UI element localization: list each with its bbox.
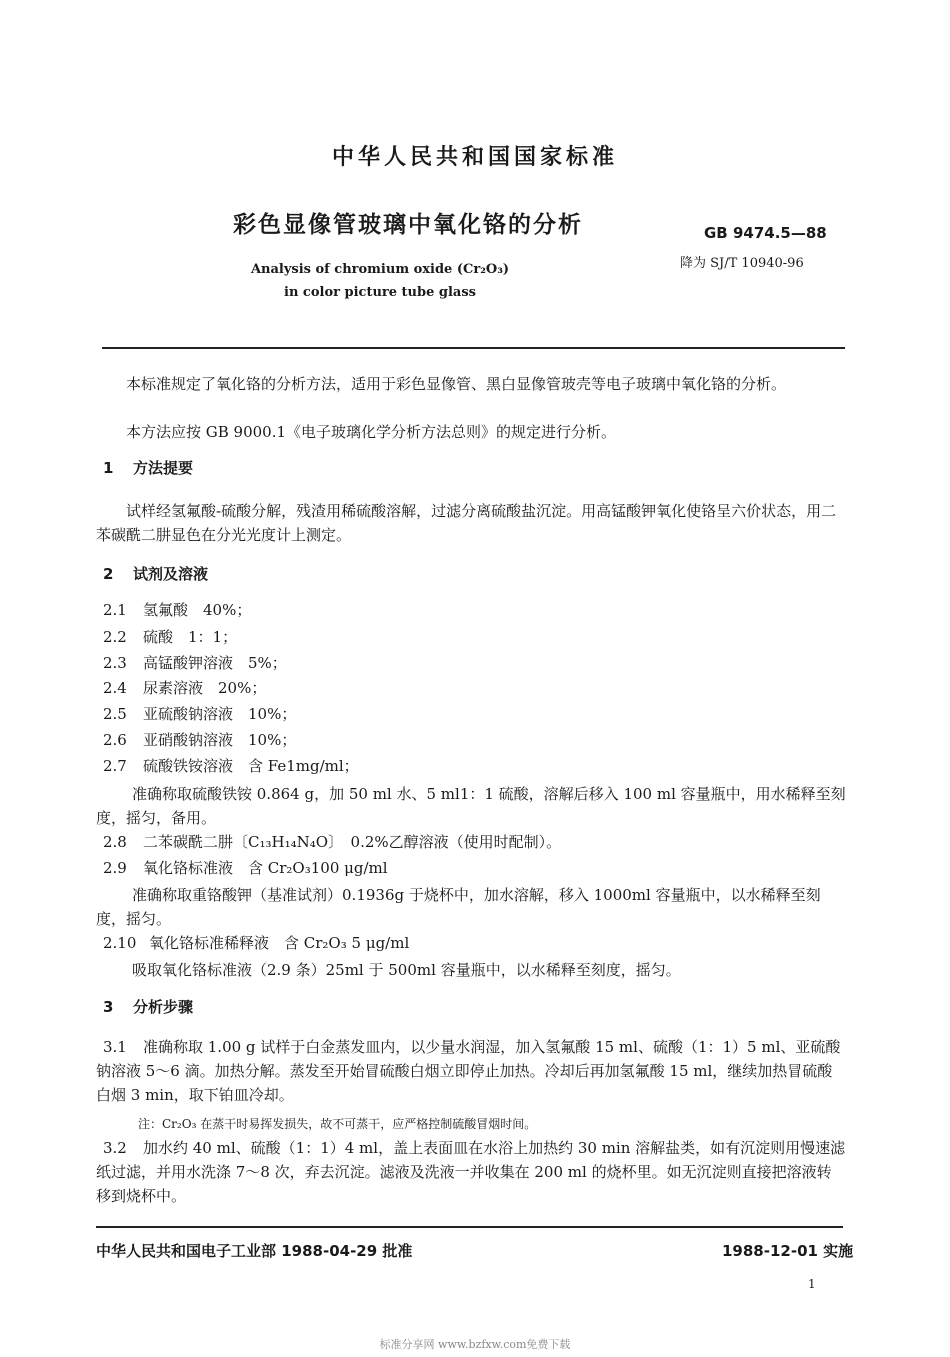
standard-number: GB 9474.5—88 <box>704 224 827 242</box>
step-text: 准确称取 1.00 g 试样于白金蒸发皿内，以少量水润湿，加入氢氟酸 15 ml、硫酸（1：1）5 ml、亚硫酸钠溶液 5～6 滴。加热分解。蒸发至开始冒硫酸白烟立即停止加热。冷却后再加氢氟酸 15 ml，继续加热冒硫酸白烟 3 min，取下铂皿冷却。 <box>96 1038 841 1104</box>
item-number: 2.6 <box>103 731 127 749</box>
item-text: 硫酸 1：1； <box>143 628 238 646</box>
replaced-by-note: 降为 SJ/T 10940-96 <box>680 256 804 271</box>
item-number: 2.5 <box>103 705 127 723</box>
watermark-text: 标准分享网 www.bzfxw.com免费下载 <box>379 1338 571 1351</box>
list-item <box>103 755 359 776</box>
effective-date: 1988-12-01 实施 <box>722 1242 854 1260</box>
item-number: 2.1 <box>103 601 127 619</box>
page-number: 1 <box>808 1277 816 1291</box>
list-item <box>103 857 388 878</box>
item-number: 2.9 <box>103 859 127 877</box>
section-3-heading <box>103 996 193 1017</box>
item-text: 高锰酸钾溶液 5%； <box>143 654 287 672</box>
item-text: 亚硝酸钠溶液 10%； <box>143 731 297 749</box>
list-item <box>103 703 296 724</box>
list-item <box>103 729 296 750</box>
section-1-body: 试样经氢氟酸-硫酸分解，残渣用稀硫酸溶解，过滤分离硫酸盐沉淀。用高锰酸钾氧化使铬呈六价状态，用二苯碳酰二肼显色在分光光度计上测定。 <box>96 502 837 544</box>
item-text: 氢氟酸 40%； <box>143 601 252 619</box>
item-text: 氧化铬标准稀释液 含 Cr₂O₃ 5 μg/ml <box>149 934 410 952</box>
list-item <box>103 932 409 953</box>
item-text: 氧化铬标准液 含 Cr₂O₃100 μg/ml <box>143 859 388 877</box>
item-number: 2.3 <box>103 654 127 672</box>
standard-title-cn: 彩色显像管玻璃中氧化铬的分析 <box>233 212 583 238</box>
intro-paragraph-2: 本方法应按 GB 9000.1《电子玻璃化学分析方法总则》的规定进行分析。 <box>126 423 617 441</box>
list-item <box>103 626 237 647</box>
item-2-7-detail: 准确称取硫酸铁铵 0.864 g，加 50 ml 水、5 ml1：1 硫酸，溶解后移入 100 ml 容量瓶中，用水稀释至刻度，摇匀，备用。 <box>96 785 846 827</box>
approval-line: 中华人民共和国电子工业部 1988-04-29 批准 <box>96 1242 413 1260</box>
standard-title-en-line2: in color picture tube glass <box>284 285 476 300</box>
standard-title-en-line1: Analysis of chromium oxide (Cr₂O₃) <box>250 262 510 277</box>
item-text: 尿素溶液 20%； <box>143 679 267 697</box>
step-number: 3.2 <box>103 1139 127 1157</box>
item-number: 2.4 <box>103 679 127 697</box>
step-3-1 <box>96 1035 846 1107</box>
item-text: 亚硫酸钠溶液 10%； <box>143 705 297 723</box>
section-title: 方法提要 <box>133 459 194 477</box>
section-1-heading <box>103 457 193 478</box>
section-title: 分析步骤 <box>133 998 194 1016</box>
section-number: 3 <box>103 998 114 1016</box>
item-number: 2.7 <box>103 757 127 775</box>
section-title: 试剂及溶液 <box>133 565 209 583</box>
step-3-2 <box>96 1136 846 1208</box>
section-number: 2 <box>103 565 114 583</box>
list-item <box>103 599 251 620</box>
item-number: 2.10 <box>103 934 137 952</box>
note: 注：Cr₂O₃ 在蒸干时易挥发损失，故不可蒸干，应严格控制硫酸冒烟时间。 <box>138 1117 537 1131</box>
item-number: 2.2 <box>103 628 127 646</box>
section-number: 1 <box>103 459 114 477</box>
item-text: 硫酸铁铵溶液 含 Fe1mg/ml； <box>143 757 359 775</box>
header-divider <box>102 347 845 349</box>
intro-paragraph-1: 本标准规定了氧化铬的分析方法，适用于彩色显像管、黑白显像管玻壳等电子玻璃中氧化铬的分析。 <box>126 375 787 393</box>
item-text: 二苯碳酰二肼〔C₁₃H₁₄N₄O〕 0.2%乙醇溶液（使用时配制）。 <box>143 833 562 851</box>
item-2-9-detail: 准确称取重铬酸钾（基准试剂）0.1936g 于烧杯中，加水溶解，移入 1000ml 容量瓶中，以水稀释至刻度，摇匀。 <box>96 886 821 928</box>
list-item <box>103 831 561 852</box>
national-standard-heading: 中华人民共和国国家标准 <box>331 145 618 170</box>
list-item <box>103 677 266 698</box>
item-number: 2.8 <box>103 833 127 851</box>
section-2-heading <box>103 563 208 584</box>
item-2-10-detail: 吸取氧化铬标准液（2.9 条）25ml 于 500ml 容量瓶中，以水稀释至刻度，摇匀。 <box>132 961 681 979</box>
footer-divider <box>96 1226 843 1228</box>
list-item <box>103 652 287 673</box>
step-text: 加水约 40 ml、硫酸（1：1）4 ml，盖上表面皿在水浴上加热约 30 min 溶解盐类，如有沉淀则用慢速滤纸过滤，并用水洗涤 7～8 次，弃去沉淀。滤液及洗液一并收集在 200 ml 的烧杯里。如无沉淀则直接把溶液转移到烧杯中。 <box>96 1139 846 1205</box>
step-number: 3.1 <box>103 1038 127 1056</box>
